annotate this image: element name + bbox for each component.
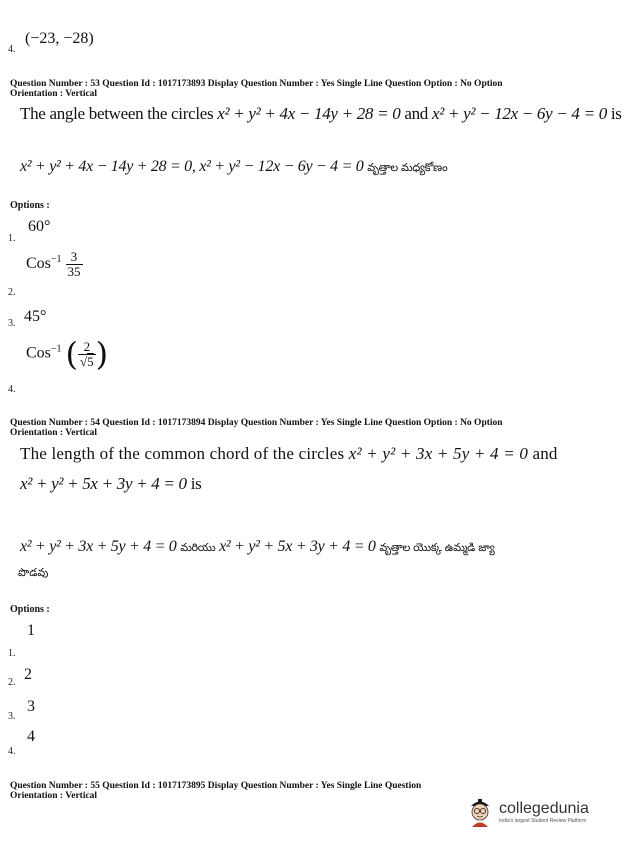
prev-option-text: (−23, −28) bbox=[25, 30, 94, 47]
q54-telugu-line2: పొడవు bbox=[18, 566, 49, 579]
q53-option-2[interactable]: Cos$^{-1}$ $\frac{3}{35}$ bbox=[26, 249, 81, 279]
mascot-icon bbox=[465, 796, 495, 828]
q53-meta: Question Number : 53 Question Id : 1017173893 Display Question Number : Yes Single Line Question Option : No Option Orientation : Vertical bbox=[10, 79, 503, 99]
q54-telugu-line1: x² + y² + 3x + 5y + 4 = 0 మరియు x² + y² + 5x + 3y + 4 = 0 వృత్తాల యొక్క ఉమ్మడి జ్యా bbox=[20, 538, 495, 555]
q53-option-2-number: 2. bbox=[8, 287, 16, 298]
q53-option-3-number: 3. bbox=[8, 318, 16, 329]
q53-option-1[interactable]: 60° bbox=[28, 218, 51, 235]
q54-meta: Question Number : 54 Question Id : 1017173894 Display Question Number : Yes Single Line Question Option : No Option Orientation : Vertical bbox=[10, 418, 503, 438]
q53-english-text: The angle between the circles x² + y² + 4x − 14y + 28 = 0 and x² + y² − 12x − 6y − 4 = 0 is bbox=[20, 104, 622, 123]
q54-eq2: x² + y² + 5x + 3y + 4 = 0 bbox=[20, 474, 187, 493]
q53-options-label: Options : bbox=[10, 200, 50, 211]
q53-eq2: x² + y² − 12x − 6y − 4 = 0 bbox=[431, 104, 607, 123]
q54-option-3-number: 3. bbox=[8, 711, 16, 722]
q53-eq1: x² + y² + 4x − 14y + 28 = 0 bbox=[217, 104, 401, 123]
collegedunia-logo bbox=[465, 796, 589, 828]
q54-english-line1: The length of the common chord of the circles x² + y² + 3x + 5y + 4 = 0 and bbox=[20, 444, 558, 463]
prev-option-number: 4. bbox=[8, 44, 16, 55]
q54-option-3[interactable]: 3 bbox=[27, 698, 35, 715]
q53-option-3[interactable]: 45° bbox=[24, 308, 47, 325]
q54-options-label: Options : bbox=[10, 604, 50, 615]
q54-eq1: x² + y² + 3x + 5y + 4 = 0 bbox=[348, 444, 529, 463]
q54-option-2[interactable]: 2 bbox=[24, 666, 32, 683]
q54-option-2-number: 2. bbox=[8, 677, 16, 688]
q54-english-line2: x² + y² + 5x + 3y + 4 = 0 is bbox=[20, 474, 202, 493]
logo-name: collegedunia bbox=[499, 800, 589, 817]
logo-tagline: India's largest Student Review Platform bbox=[499, 818, 587, 824]
q53-option-4-number: 4. bbox=[8, 384, 16, 395]
q55-meta: Question Number : 55 Question Id : 1017173895 Display Question Number : Yes Single Line Question Orientation : Vertical bbox=[10, 781, 422, 801]
q54-option-1[interactable]: 1 bbox=[27, 622, 35, 639]
q54-option-4-number: 4. bbox=[8, 746, 16, 757]
q54-option-4[interactable]: 4 bbox=[27, 728, 35, 745]
q53-option-4[interactable]: Cos$^{-1}$ ( $\frac{2}{√5}$ ) bbox=[26, 335, 109, 373]
q53-option-1-number: 1. bbox=[8, 233, 16, 244]
q54-option-1-number: 1. bbox=[8, 648, 16, 659]
q53-telugu-text: x² + y² + 4x − 14y + 28 = 0, x² + y² − 12x − 6y − 4 = 0 వృత్తాల మధ్యకోణం bbox=[20, 158, 448, 175]
